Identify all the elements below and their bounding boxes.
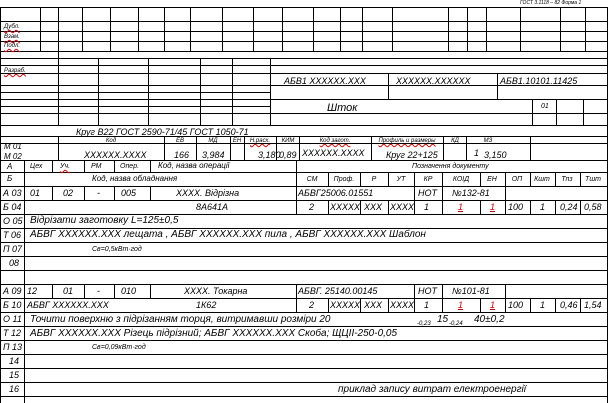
a03-uch: 02: [63, 188, 74, 198]
hdr-a-oper: Опер.: [120, 163, 140, 170]
m02-profile: Круг 22+125: [386, 150, 438, 160]
a03-doc: АБВГ25006.01551: [298, 188, 374, 198]
a09-oper: 010: [121, 286, 137, 296]
row-label: Б 10: [3, 300, 22, 310]
hdr-b-tpz: Тпз: [561, 176, 573, 183]
a09-rm: -: [97, 286, 100, 296]
row-label: Т 06: [3, 230, 22, 240]
m01-ev-header: ЕВ: [175, 138, 185, 144]
b04-prof: XXXXX: [330, 202, 361, 212]
form-standard-label: ГОСТ 3.1118 – 82 Форма 1: [520, 0, 582, 6]
m01-code-header: Код: [105, 138, 117, 144]
hdr-b-tsht: Тшт: [585, 176, 601, 183]
podl-label: Подл.: [4, 43, 21, 49]
m01-en-header: ЕН: [232, 138, 242, 144]
m01-md-header: МД: [208, 138, 218, 144]
hdr-b-kod-obl: Код, назва обладнання: [92, 174, 178, 183]
hdr-a-uch: Уч.: [60, 163, 71, 170]
b04-kst: 1: [540, 202, 546, 212]
row-label: А 09: [3, 286, 22, 296]
o11-dim-2: 15: [437, 314, 449, 325]
vzam-label: Взам.: [4, 34, 20, 40]
hdr-a-rm: РМ: [91, 163, 102, 170]
row-label: Б 04: [3, 202, 22, 212]
a03-not: НОТ: [418, 188, 437, 198]
hdr-b-op: ОП: [511, 176, 523, 183]
b10-equipment: 1К62: [196, 300, 217, 310]
hdr-b-r: Р: [371, 176, 377, 183]
hdr-a-tseh: Цех: [30, 163, 43, 170]
a03-name: XXXX. Відрізна: [176, 188, 240, 198]
m01-mz-header: МЗ: [483, 138, 493, 144]
hdr-a-kod-naz: Код, назва операції: [158, 161, 230, 170]
b04-en: 1: [490, 202, 496, 212]
a03-oper: 005: [121, 188, 137, 198]
m02-ev: 166: [174, 150, 190, 160]
m01-kodzag-header: Код загот.: [319, 138, 351, 144]
hdr-b-ut: УТ: [396, 176, 406, 183]
b10-kr: 1: [424, 300, 430, 310]
b10-tpz: 0,46: [560, 300, 578, 310]
b04-kr: 1: [424, 202, 430, 212]
m02-kd: 1: [474, 148, 480, 158]
p07-text: Св=0,5кВт·год: [92, 246, 142, 253]
row-label: 14: [9, 356, 20, 366]
b10-tsht: 1,54: [584, 300, 602, 310]
b10-ut: XXXX: [390, 300, 415, 310]
doc-code-2: XXXXXX.XXXXXX: [396, 76, 471, 86]
o11-dim-3: 40±0,2: [474, 314, 505, 325]
row-label: П 13: [3, 342, 23, 352]
m01-profile-header: Профиль и размеры: [378, 138, 436, 144]
b04-tsht: 0,58: [584, 202, 602, 212]
hdr-b-koid: КОІД: [452, 176, 470, 183]
row-label: 15: [9, 370, 20, 380]
row-label: 16: [9, 384, 20, 394]
doc-code-1: АБВ1 XXXXXX.XXX: [284, 76, 366, 86]
o11-tol-1: -0,23: [417, 321, 431, 327]
m02-nrash: 3,180: [258, 150, 281, 160]
sheet-number: 01: [541, 103, 549, 110]
t12-text: АБВГ XXXXXX.XXX Різець підрізний; АБВГ XXXXXX.XXX Скоба; ЩЦІІ-250-0,05: [30, 328, 398, 339]
m01-kim-header: КИМ: [281, 138, 295, 144]
row-label: Т 12: [3, 328, 22, 338]
doc-code-3: АБВ1.10101.11425: [500, 76, 578, 86]
row-label: О 05: [3, 216, 23, 226]
b04-koid: 1: [458, 202, 464, 212]
p13-text: Св=0,09кВт·год: [92, 344, 146, 351]
b10-doc: АБВГ XXXXXX.XXX: [27, 300, 109, 310]
dubl-label: Дубл.: [4, 24, 20, 30]
t06-text: АБВГ XXXXXX.XXX лещата , АБВГ XXXXXX.XXX пила , АБВГ XXXXXX.XXX Шаблон: [30, 229, 426, 240]
a09-doc: АБВГ. 25140.00145: [298, 286, 378, 296]
m02-label: М 02: [4, 152, 22, 161]
b04-op: 100: [508, 202, 524, 212]
a03-num: №132-81: [452, 188, 490, 198]
a09-not: НОТ: [418, 286, 437, 296]
b10-koid: 1: [458, 300, 464, 310]
a03-tseh: 01: [30, 188, 41, 198]
m01-nrash-header: Н.расх.: [249, 138, 271, 144]
row-label: 08: [9, 258, 20, 268]
m02-mz: 3,150: [484, 150, 507, 160]
a09-num: №101-81: [452, 286, 490, 296]
hdr-a-label: А: [7, 162, 13, 171]
b04-ut: XXXX: [390, 202, 415, 212]
a09-tseh: 12: [27, 286, 38, 296]
energy-note: приклад запису витрат електроенергії: [338, 384, 526, 395]
m01-label: М 01: [4, 142, 22, 151]
m02-md: 3,984: [202, 150, 225, 160]
row-label: А 03: [3, 188, 22, 198]
part-name: Шток: [327, 102, 358, 114]
b04-equipment: 8А641А: [196, 202, 229, 212]
b04-tpz: 0,24: [560, 202, 578, 212]
o11-tol-2: -0,24: [449, 321, 463, 327]
row-label: П 07: [3, 244, 23, 254]
b04-r: XXX: [364, 202, 383, 212]
material-spec: Круг В22 ГОСТ 2590-71/45 ГОСТ 1050-71: [76, 127, 249, 137]
b10-kst: 1: [540, 300, 546, 310]
m02-kodzag: XXXXXX.XXXX: [302, 148, 365, 158]
b10-sm: 2: [309, 300, 315, 310]
hdr-b-prof: Проф.: [333, 176, 355, 183]
o05-text: Відрізати заготовку L=125±0,5: [30, 215, 179, 226]
m02-kim: 0,89: [279, 150, 297, 160]
razrab-label: Разраб.: [4, 68, 26, 74]
hdr-b-label: Б: [7, 174, 13, 183]
b10-en: 1: [490, 300, 496, 310]
b10-r: XXX: [364, 300, 383, 310]
b10-op: 100: [508, 300, 524, 310]
hdr-b-kst: Кшт: [534, 176, 550, 183]
hdr-b-en: ЕН: [487, 176, 497, 183]
b10-prof: XXXXX: [330, 300, 361, 310]
a09-uch: 01: [63, 286, 74, 296]
o11-text: Точити поверхню з підрізанням торця, витримавши розміри 20: [30, 314, 331, 325]
m01-kd-header: КД: [451, 138, 459, 144]
b04-sm: 2: [309, 202, 315, 212]
a03-rm: -: [97, 188, 100, 198]
row-label: О 11: [3, 314, 22, 324]
a09-name: XXXX. Токарна: [184, 286, 248, 296]
hdr-b-kr: КР: [423, 176, 433, 183]
m02-code: XXXXXX.XXXX: [84, 150, 147, 160]
hdr-a-oboz: Позначення документу: [412, 163, 489, 170]
hdr-b-sm: СМ: [306, 176, 318, 183]
